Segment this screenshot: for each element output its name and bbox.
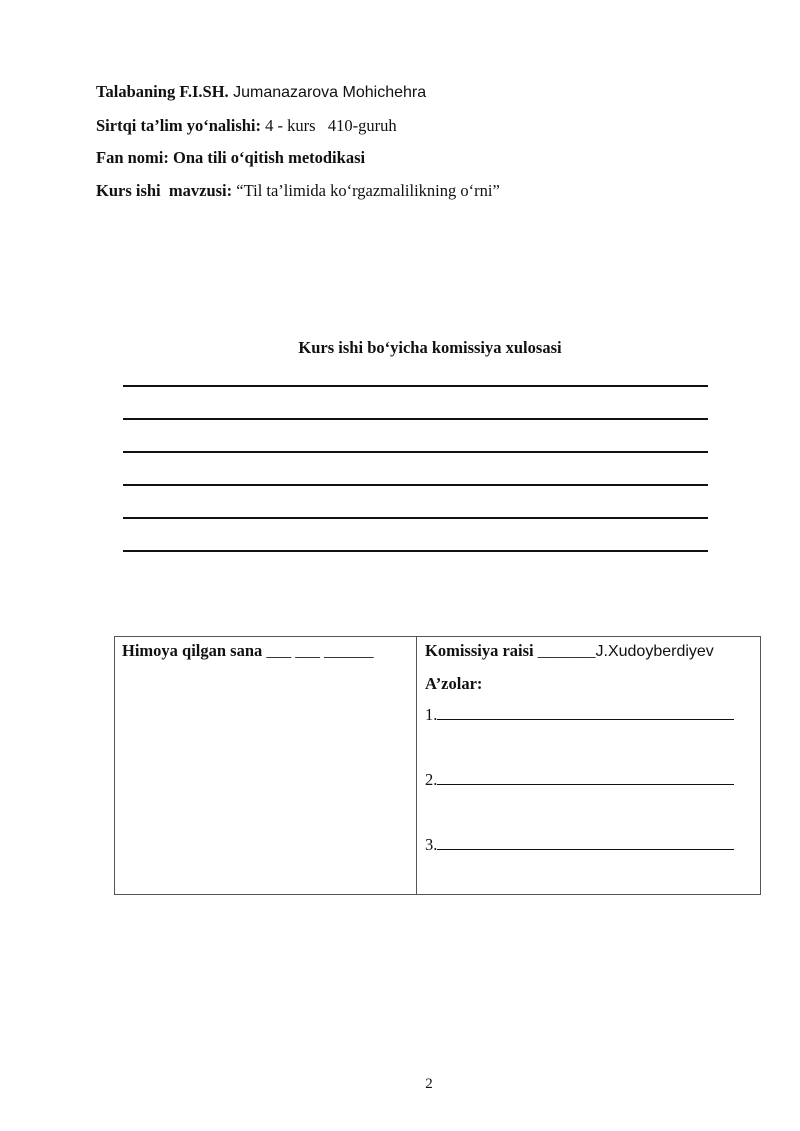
subject-label: Fan nomi: Ona tili o‘qitish metodikasi — [96, 148, 366, 167]
defense-date-line — [122, 640, 416, 662]
chair-blank: _______ — [533, 641, 596, 660]
member-number: 2. — [425, 770, 438, 789]
signature-blank — [437, 706, 734, 720]
student-name-value: Jumanazarova Mohichehra — [228, 84, 427, 101]
conclusion-line-1 — [123, 385, 708, 387]
direction-line — [96, 110, 736, 143]
conclusion-line-3 — [123, 451, 708, 453]
chair-name: J.Xudoyberdiyev — [595, 643, 714, 660]
signature-blank — [437, 771, 734, 785]
page-number: 2 — [425, 1076, 433, 1092]
conclusion-title: Kurs ishi bo‘yicha komissiya xulosasi — [298, 338, 562, 357]
signature-blank — [437, 836, 734, 850]
conclusion-line-5 — [123, 517, 708, 519]
member-number: 3. — [425, 835, 438, 854]
student-name-label: Talabaning F.I.SH. — [96, 82, 229, 101]
commission-table — [114, 636, 761, 895]
direction-value: 4 - kurs 410-guruh — [261, 115, 397, 135]
direction-label: Sirtqi ta’lim yo‘nalishi: — [96, 115, 262, 135]
topic-label: Kurs ishi mavzusi: — [96, 180, 233, 200]
topic-line — [96, 175, 736, 208]
defense-date-label: Himoya qilgan sana — [122, 641, 263, 660]
conclusion-line-2 — [123, 418, 708, 420]
student-info — [96, 76, 736, 207]
members-label: A’zolar: — [425, 674, 483, 693]
defense-date-blanks: ___ ___ ______ — [262, 641, 374, 660]
topic-value: “Til ta’limida ko‘rgazmalilikning o‘rni” — [232, 180, 500, 200]
student-name-line — [96, 76, 736, 110]
chair-line — [425, 640, 760, 663]
commission-cell — [417, 637, 760, 894]
member-number: 1. — [425, 705, 438, 724]
defense-date-cell — [115, 637, 417, 894]
conclusion-line-4 — [123, 484, 708, 486]
subject-line — [96, 142, 736, 175]
chair-label: Komissiya raisi — [425, 641, 534, 660]
member-line-3 — [425, 834, 734, 856]
conclusion-line-6 — [123, 550, 708, 552]
member-line-1 — [425, 704, 734, 726]
member-line-2 — [425, 769, 734, 791]
